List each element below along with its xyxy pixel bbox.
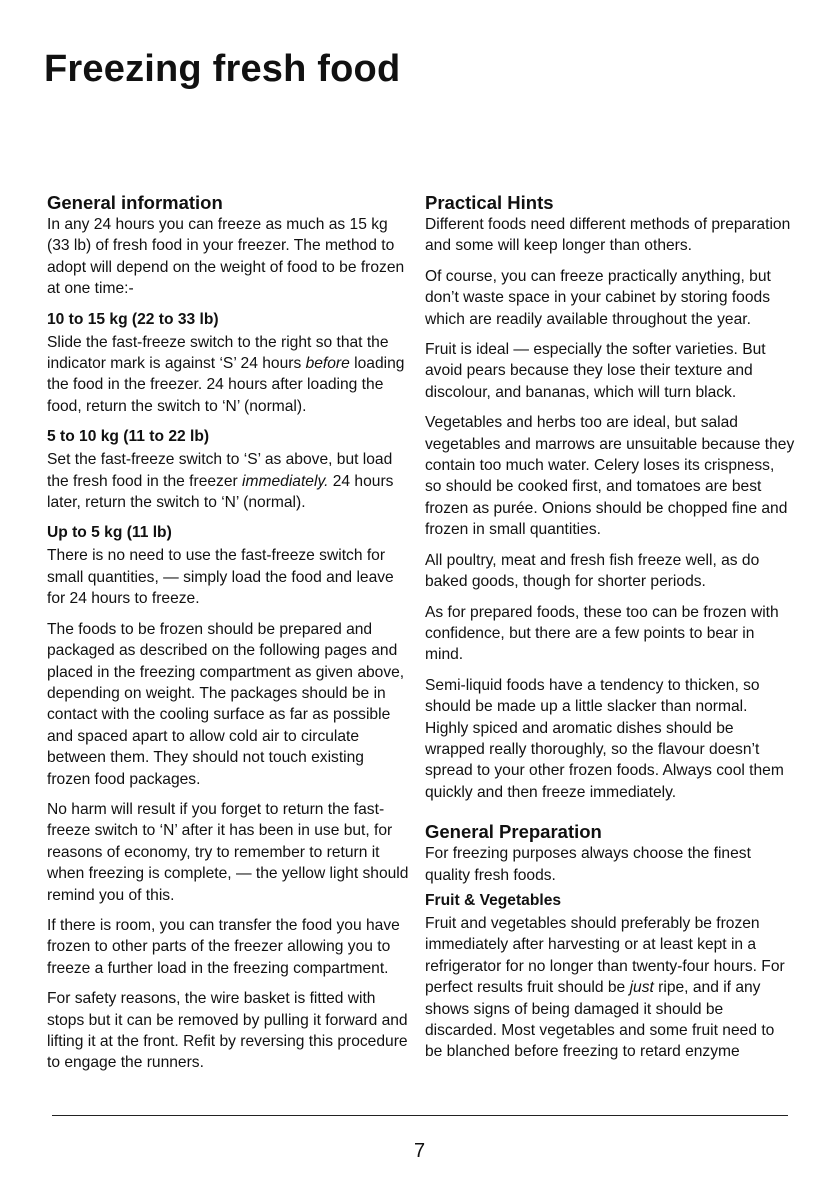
practical-hints-heading: Practical Hints: [425, 192, 554, 213]
subheading-10-15kg: 10 to 15 kg (22 to 33 lb): [47, 310, 219, 328]
page-number: 7: [413, 1140, 426, 1162]
general-preparation-heading: General Preparation: [425, 821, 602, 843]
hint-paragraph-2: Of course, you can freeze practically anything, but don’t waste space in your cabinet by storing foods which are readily available throughout the year.: [425, 267, 771, 328]
hint-paragraph-7: Semi-liquid foods have a tendency to thicken, so should be made up a little slacker than normal. Highly spiced and aromatic dishes should be wrapped really thoroughly, so the flavour doesn’t spread to your other frozen foods. Always cool them quickly and then freeze immediately.: [425, 676, 784, 801]
fruit-vegetables-paragraph: Fruit and vegetables should preferably be frozen immediately after harvesting or at least kept in a refrigerator for no longer than twenty-four hours. For perfect results fruit should be just ripe, and if any shows signs of being damaged it should be discarded. Most vegetables and some fruit need to be blanched before freezing to retard enzyme: [425, 914, 785, 1061]
paragraph-transfer: If there is room, you can transfer the food you have frozen to other parts of the freezer allowing you to freeze a further load in the freezing compartment.: [47, 916, 400, 977]
subheading-5-10kg: 5 to 10 kg (11 to 22 lb): [47, 428, 210, 446]
paragraph-5-10kg: Set the fast-freeze switch to ‘S’ as above, but load the fresh food in the freezer immediately. 24 hours later, return the switch to ‘N’ (normal).: [47, 451, 394, 512]
intro-paragraph: In any 24 hours you can freeze as much as 15 kg (33 lb) of fresh food in your freezer. The method to adopt will depend on the weight of food to be frozen at one time:-: [47, 216, 405, 298]
right-column: [425, 192, 795, 1072]
paragraph-no-harm: No harm will result if you forget to return the fast-freeze switch to ‘N’ after it has been in use but, for reasons of economy, try to remember to return it when freezing is complete, — the yellow light should remind you of this.: [47, 800, 409, 904]
left-column: [47, 192, 409, 1083]
hint-paragraph-5: All poultry, meat and fresh fish freeze well, as do baked goods, though for shorter periods.: [425, 551, 760, 591]
paragraph-packaging: The foods to be frozen should be prepared and packaged as described on the following pages and placed in the freezing compartment as given above, depending on weight. The packages should be in contact with the cooling surface as far as possible and spaced apart to allow cold air to circulate between them. They should not touch existing frozen food packages.: [47, 620, 405, 788]
hint-paragraph-6: As for prepared foods, these too can be frozen with confidence, but there are a few points to bear in mind.: [425, 603, 779, 664]
footer-rule: [52, 1115, 788, 1116]
hint-paragraph-4: Vegetables and herbs too are ideal, but salad vegetables and marrows are unsuitable because they contain too much water. Celery loses its crispness, so should be cooked first, and tomatoes are best frozen as purée. Onions should be chopped fine and frozen in small quantities.: [425, 414, 795, 539]
paragraph-safety: For safety reasons, the wire basket is fitted with stops but it can be removed by pulling it forward and lifting it at the front. Refit by reversing this procedure to engage the runners.: [47, 990, 408, 1072]
paragraph-10-15kg: Slide the fast-freeze switch to the right so that the indicator mark is against ‘S’ 24 hours before loading the food in the freezer. 24 hours after loading the food, return the switch to ‘N’ (normal).: [47, 333, 405, 415]
hint-paragraph-3: Fruit is ideal — especially the softer varieties. But avoid pears because they lose their texture and discolour, and bananas, which will turn black.: [425, 341, 766, 401]
subheading-up-to-5kg: Up to 5 kg (11 lb): [47, 524, 172, 542]
hint-paragraph-1: Different foods need different methods of preparation and some will keep longer than others.: [425, 216, 791, 255]
fruit-vegetables-subheading: Fruit & Vegetables: [425, 891, 562, 909]
general-information-heading: General information: [47, 192, 223, 213]
emphasis-before: before: [305, 355, 350, 373]
emphasis-just: just: [629, 979, 654, 997]
preparation-paragraph: For freezing purposes always choose the finest quality fresh foods.: [425, 845, 751, 884]
paragraph-up-to-5kg: There is no need to use the fast-freeze switch for small quantities, — simply load the food and leave for 24 hours to freeze.: [47, 547, 394, 608]
emphasis-immediately: immediately.: [242, 472, 329, 490]
page-title: Freezing fresh food: [44, 48, 401, 90]
